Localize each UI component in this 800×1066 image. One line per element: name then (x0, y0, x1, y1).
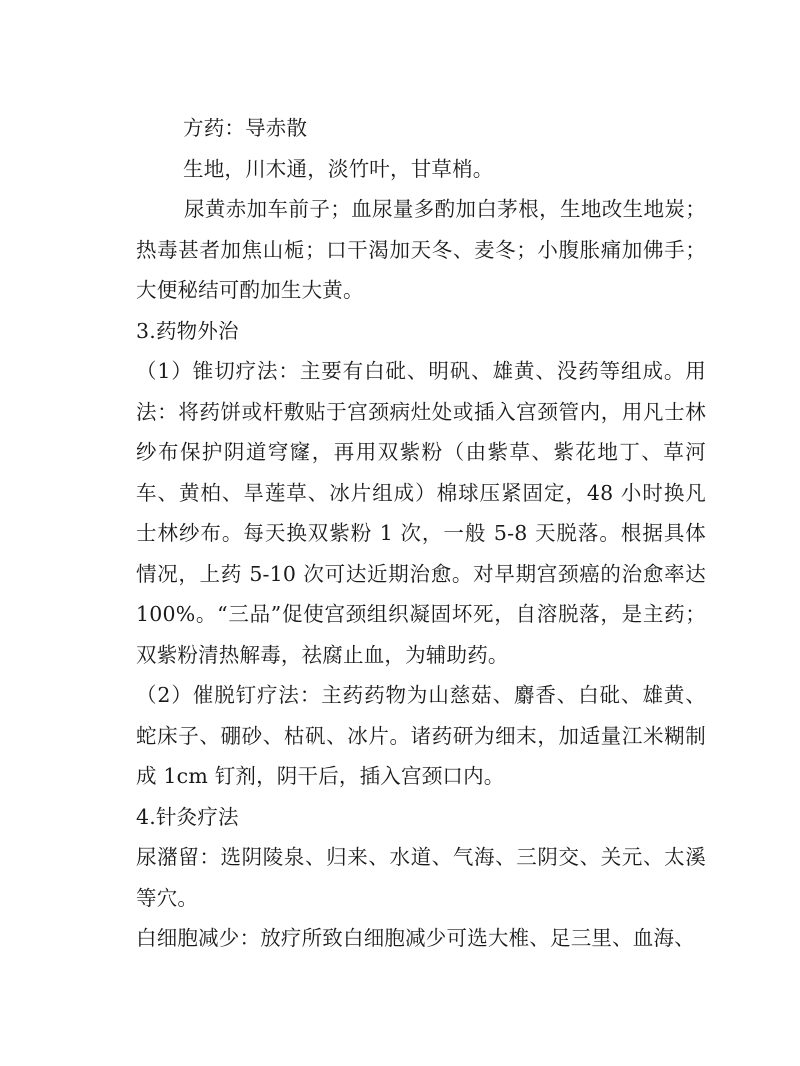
prescription-herbs: 生地，川木通，淡竹叶，甘草梢。 (183, 156, 494, 181)
heading-external-treatment: 3.药物外治 (136, 318, 239, 343)
urinary-retention: 尿潴留：选阴陵泉、归来、水道、气海、三阴交、关元、太溪等穴。 (136, 845, 706, 910)
prescription-title: 方药：导赤散 (183, 116, 308, 140)
leukopenia: 白细胞减少：放疗所致白细胞减少可选大椎、足三里、血海、 (136, 926, 695, 950)
cone-cutting-therapy: （1）锥切疗法：主要有白砒、明矾、雄黄、没药等组成。用法：将药饼或杆敷贴于宫颈病灶处或插入宫颈管内，用凡士林纱布保护阴道穹窿，再用双紫粉（由紫草、紫花地丁、草河车、黄柏、旱莲草、冰片组成）棉球压紧固定，48 小时换凡士林纱布。每天换双紫粉 1 次，一般 5-8 天脱落。根据具体情况，上药 5-10 次可达近期治愈。对早期宫颈癌的治愈率达 100%。“三品”促使宫颈组织凝固坏死，自溶脱落，是主药；双紫粉清热解毒，祛腐止血，为辅助药。 (136, 359, 706, 667)
prescription-modifications: 尿黄赤加车前子；血尿量多酌加白茅根，生地改生地炭；热毒甚者加焦山栀；口干渴加天冬、麦冬；小腹胀痛加佛手；大便秘结可酌加生大黄。 (136, 197, 706, 302)
document-body (136, 108, 706, 959)
nail-therapy: （2）催脱钉疗法：主药药物为山慈菇、麝香、白砒、雄黄、蛇床子、硼砂、枯矾、冰片。诸药研为细末，加适量江米糊制成 1cm 钉剂，阴干后，插入宫颈口内。 (136, 683, 706, 788)
heading-acupuncture: 4.针灸疗法 (136, 804, 239, 829)
